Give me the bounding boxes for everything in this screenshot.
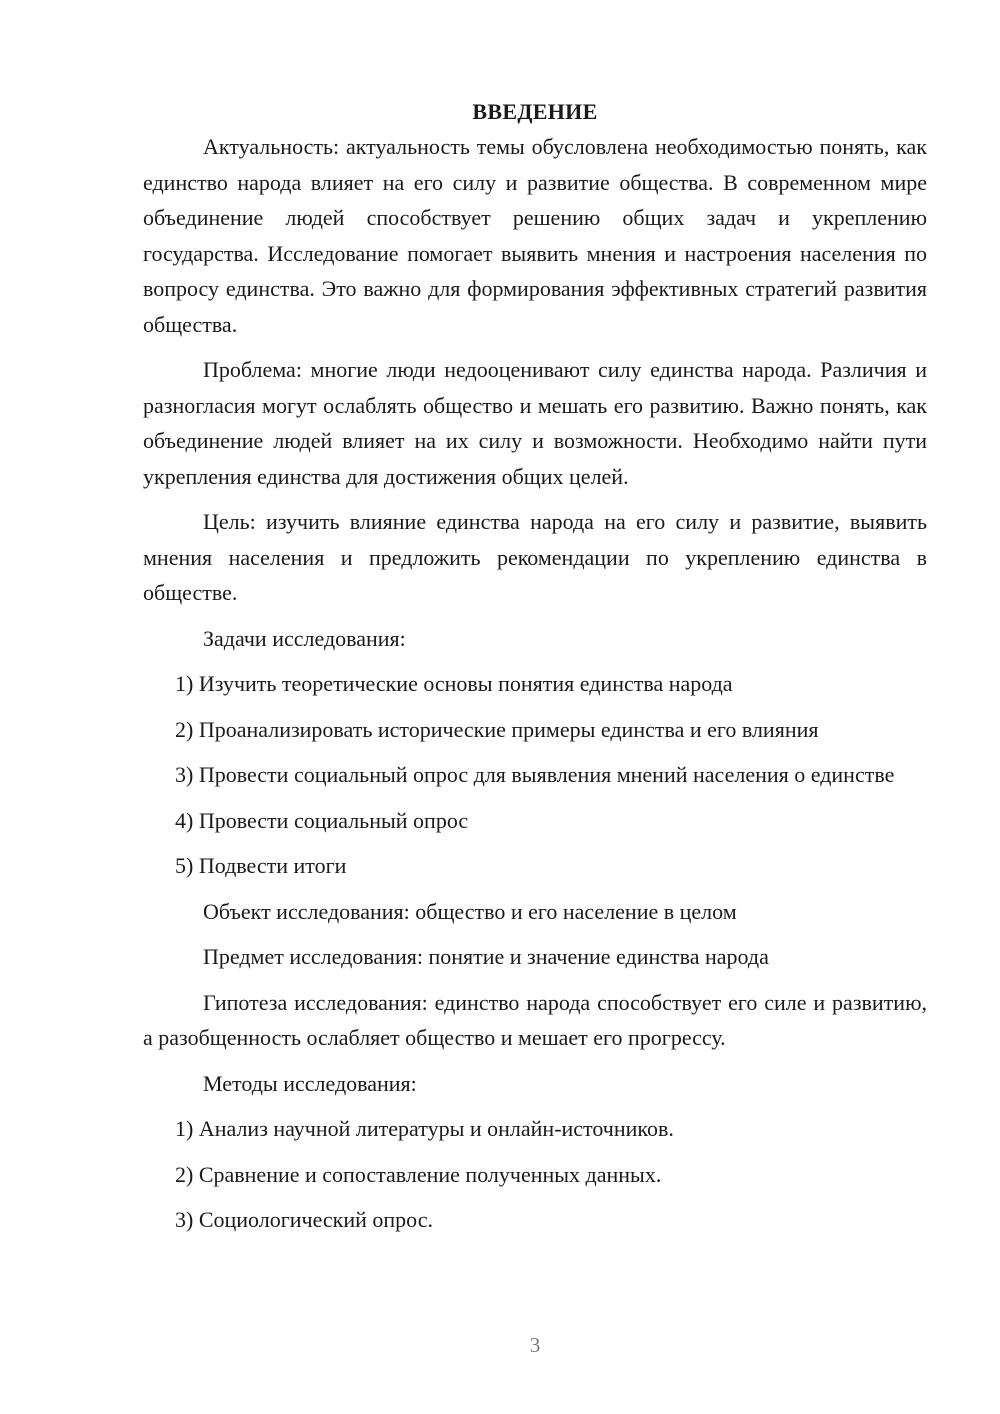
method-item-3: 3) Социологический опрос. xyxy=(175,1207,433,1232)
task-item-2: 2) Проанализировать исторические примеры единства и его влияния xyxy=(175,716,819,742)
hypothesis-paragraph: Гипотеза исследования: единство народа способствует его силе и развитию, а разобщенность ослабляет общество и мешает его прогрессу. xyxy=(143,989,927,1050)
section-title: ВВЕДЕНИЕ xyxy=(472,99,598,124)
goal-paragraph: Цель: изучить влияние единства народа на его силу и развитие, выявить мнения населения и предложить рекомендации по укреплению единства в обществе. xyxy=(143,509,927,605)
method-item-2: 2) Сравнение и сопоставление полученных данных. xyxy=(175,1161,662,1187)
method-item-1: 1) Анализ научной литературы и онлайн-источников. xyxy=(175,1116,674,1141)
page-number: 3 xyxy=(529,1333,541,1357)
subject-paragraph: Предмет исследования: понятие и значение единства народа xyxy=(203,944,769,969)
task-item-5: 5) Подвести итоги xyxy=(175,853,347,878)
task-item-3: 3) Провести социальный опрос для выявления мнений населения о единстве xyxy=(175,762,895,787)
problem-paragraph: Проблема: многие люди недооценивают силу единства народа. Различия и разногласия могут ослаблять общество и мешать его развитию. Важно понять, как объединение людей влияет на их силу и возможности. Необходимо найти пути укрепления единства для достижения общих целей. xyxy=(143,357,927,489)
page-content xyxy=(143,94,927,1238)
task-item-4: 4) Провести социальный опрос xyxy=(175,807,469,833)
object-paragraph: Объект исследования: общество и его население в целом xyxy=(203,898,737,924)
relevance-paragraph: Актуальность: актуальность темы обусловлена необходимостью понять, как единство народа влияет на его силу и развитие общества. В современном мире объединение людей способствует решению общих задач и укреплению государства. Исследование помогает выявить мнения и настроения населения по вопросу единства. Это важно для формирования эффективных стратегий развития общества. xyxy=(143,134,927,337)
task-item-1: 1) Изучить теоретические основы понятия единства народа xyxy=(175,671,733,696)
tasks-heading: Задачи исследования: xyxy=(203,625,406,651)
methods-heading: Методы исследования: xyxy=(203,1070,417,1096)
